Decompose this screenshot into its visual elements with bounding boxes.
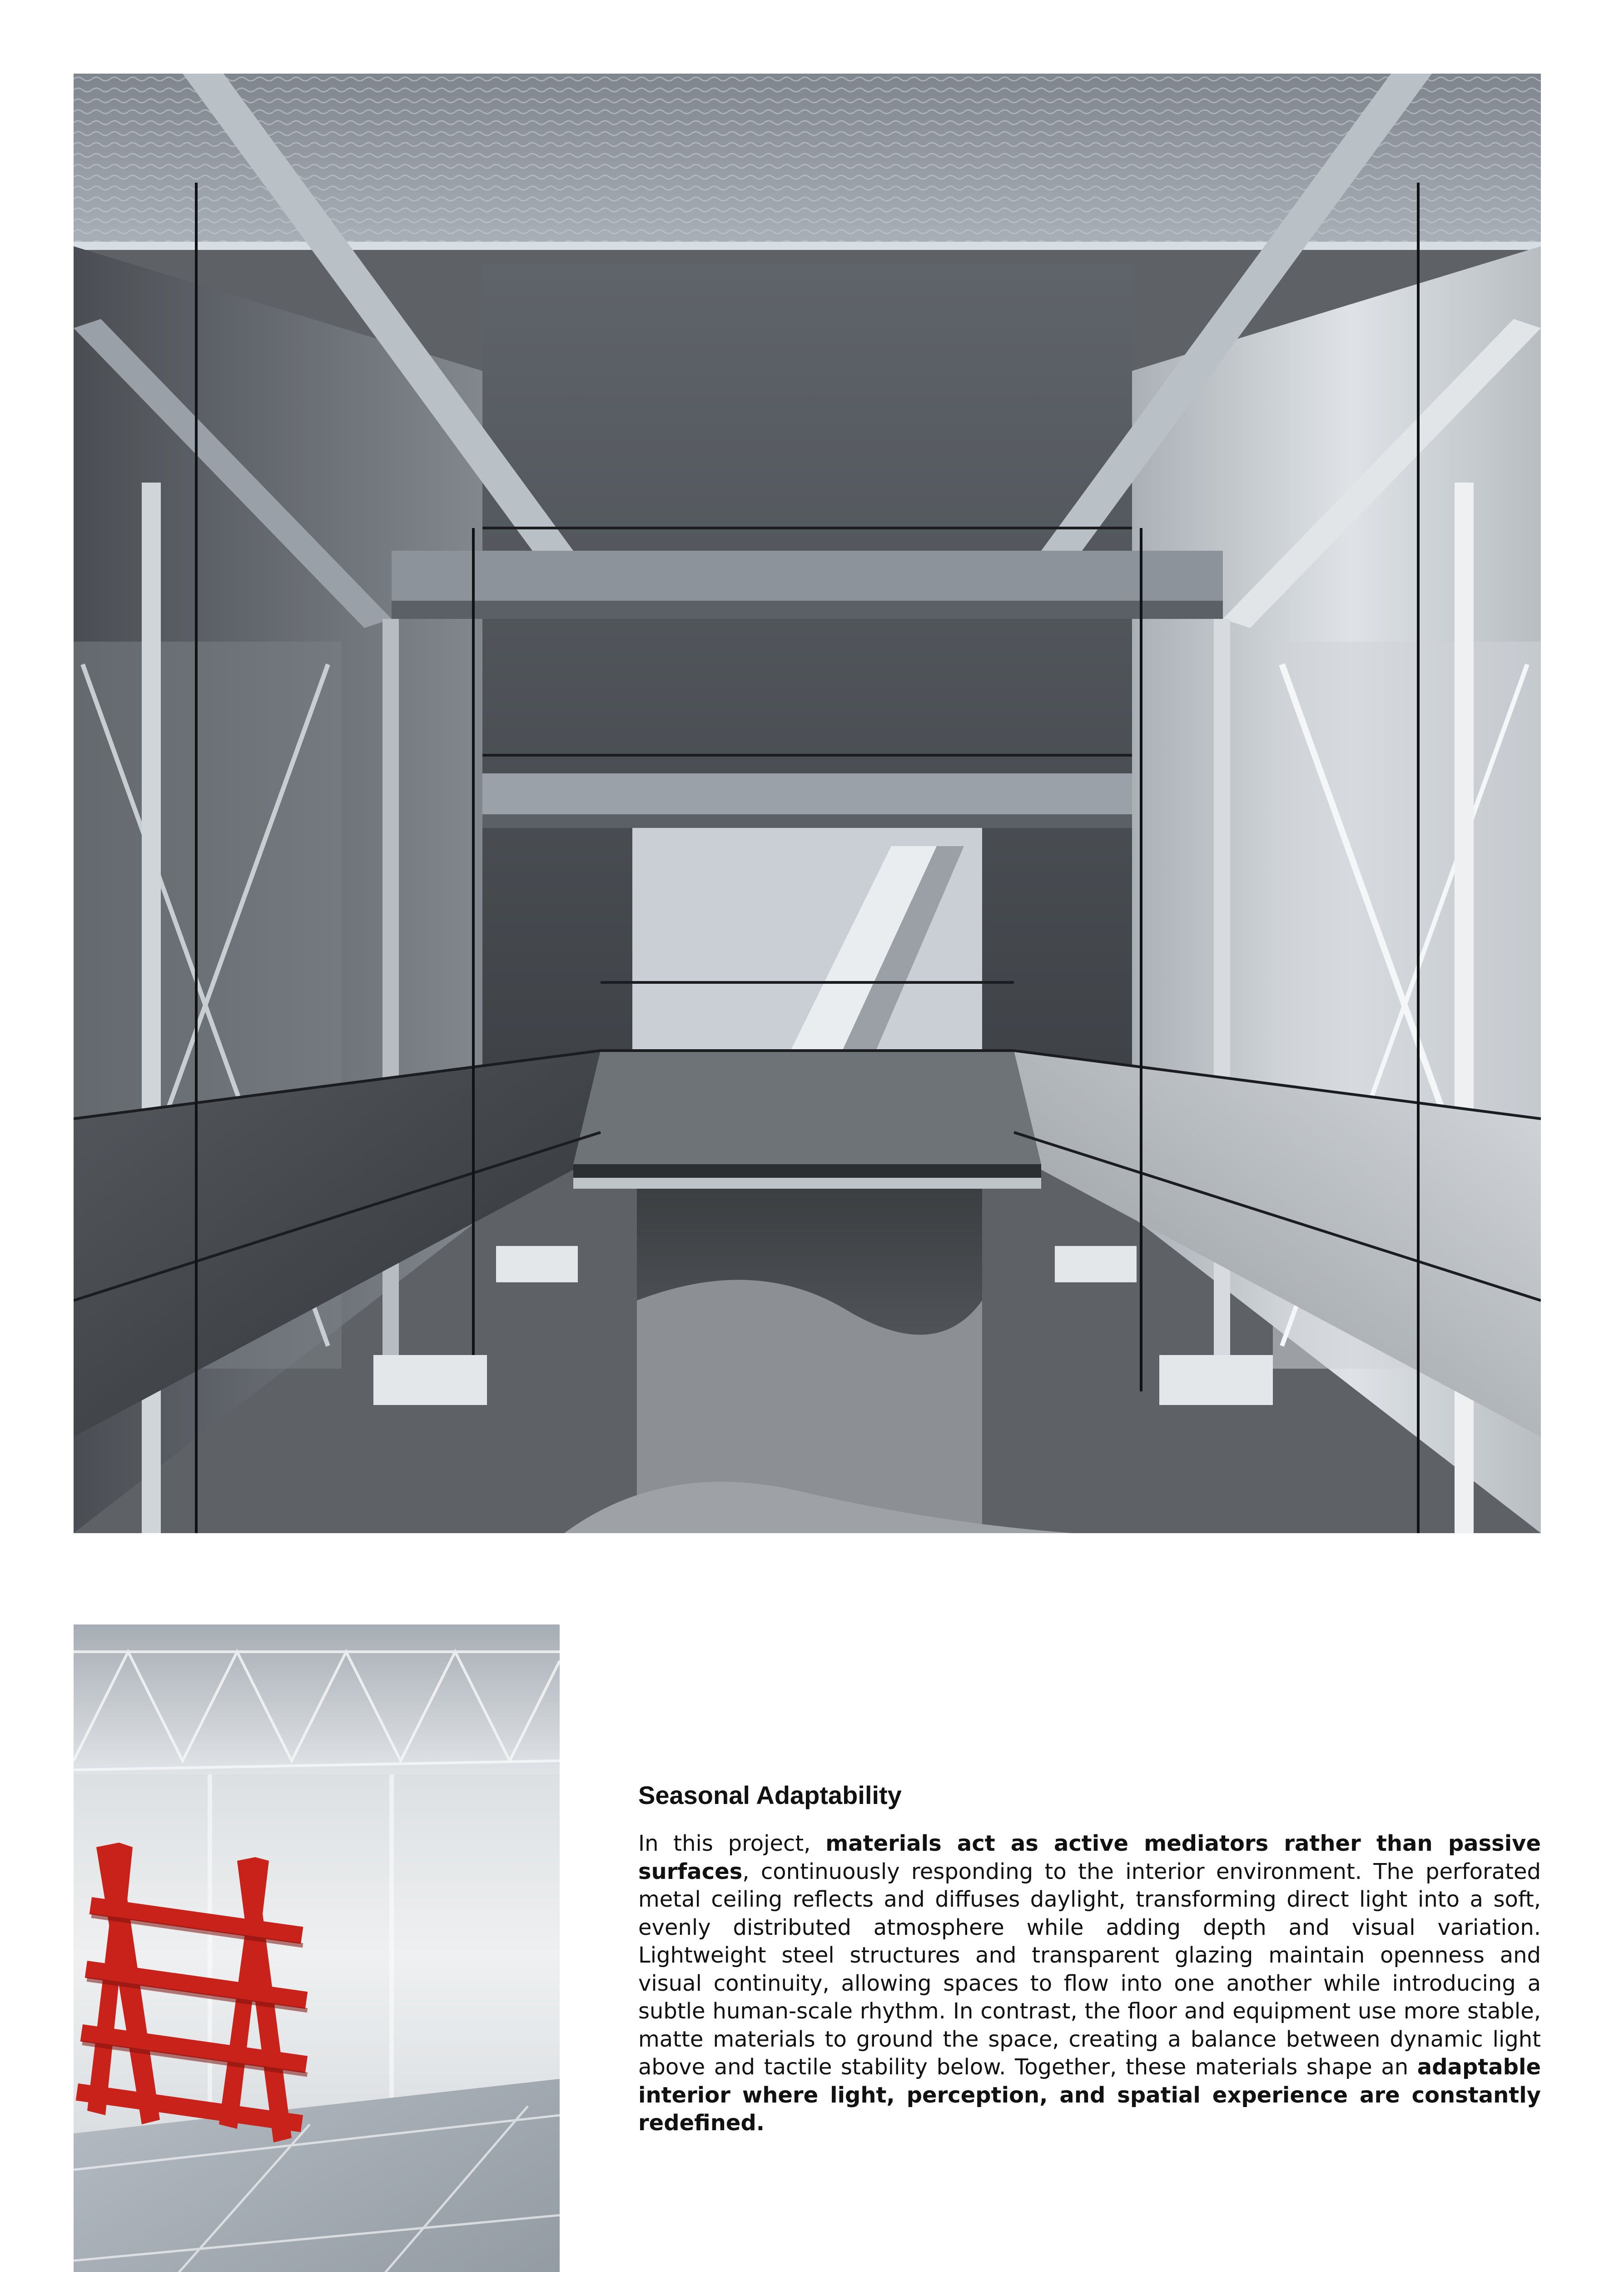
paragraph-run: , continuously responding to the interior environment. The perforated metal ceiling reflects and diffuses daylight, transforming direct light into a soft, evenly distributed atmosphere while adding depth and visual variation. Lightweight steel structures and transparent glazing maintain openness and visual continuity, allowing spaces to flow into one another while introducing a subtle human-scale rhythm. In contrast, the floor and equipment use more stable, matte materials to ground the space, creating a balance between dynamic light above and tactile stability below. Together, these materials shape an: [638, 1858, 1541, 2080]
paragraph-run-bold: materials act as active mediators rather than passive surfaces: [638, 1831, 1541, 1884]
model-photo-illustration: [74, 1624, 560, 2272]
atrium-render-illustration: [74, 74, 1541, 1533]
section-heading: Seasonal Adaptability: [638, 1781, 902, 1809]
model-photo: [74, 1624, 560, 2272]
paragraph-run-bold: adaptable interior where light, perception, and spatial experience are constantly redefined.: [638, 2054, 1541, 2136]
hero-atrium-render: [74, 74, 1541, 1533]
article-text: [638, 1779, 1541, 2137]
body-paragraph: [638, 1830, 1541, 2137]
paragraph-run: In this project,: [638, 1831, 826, 1856]
